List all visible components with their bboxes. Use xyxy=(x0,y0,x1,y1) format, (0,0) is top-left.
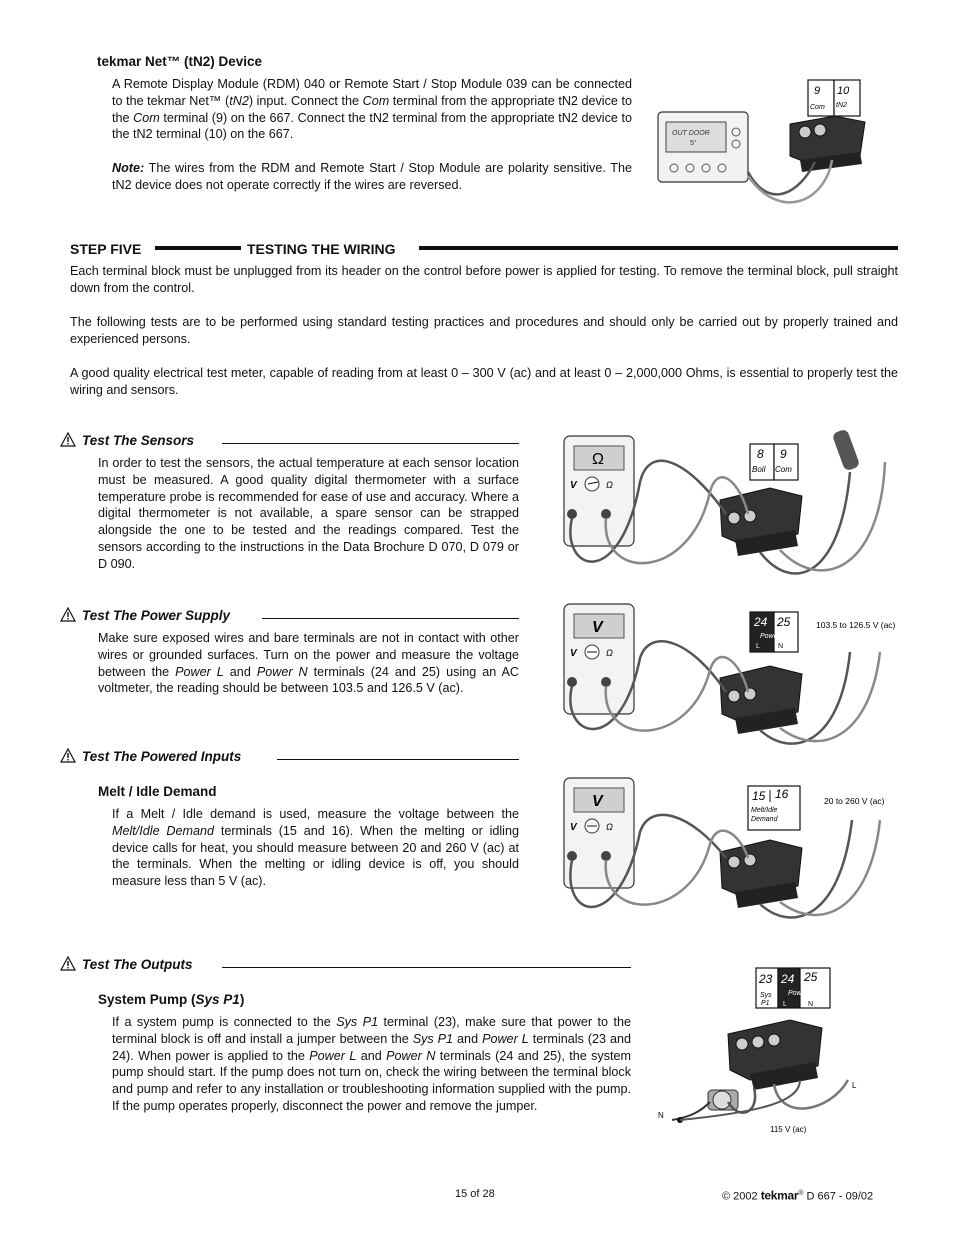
svg-text:10: 10 xyxy=(837,85,850,97)
step-five-rule-long xyxy=(419,246,898,250)
sensors-rule xyxy=(222,443,519,444)
svg-text:23: 23 xyxy=(759,972,773,986)
svg-text:V: V xyxy=(570,648,577,659)
svg-text:24: 24 xyxy=(754,615,768,629)
svg-text:103.5 to 126.5 V (ac): 103.5 to 126.5 V (ac) xyxy=(816,620,896,630)
svg-text:24: 24 xyxy=(781,972,795,986)
inputs-meter-figure xyxy=(540,772,900,932)
svg-text:Com: Com xyxy=(775,465,792,474)
svg-text:Ω: Ω xyxy=(606,648,613,658)
sensors-heading: Test The Sensors xyxy=(60,432,194,450)
svg-text:5°: 5° xyxy=(690,140,697,147)
svg-text:Com: Com xyxy=(810,104,825,111)
svg-text:16: 16 xyxy=(775,787,789,801)
sensors-meter-figure xyxy=(540,422,900,592)
sensors-text: In order to test the sensors, the actual temperature at each sensor location must be measured. A good quality digital thermometer with a surface temperature probe is recommended for ease of use and accuracy. Where a digital thermometer is not available, a spare sensor can be strapped alongside the one to be tested and the readings compared. Test the sensors according to the instructions in the Data Brochure D 070, D 079 or D 090. xyxy=(98,456,519,571)
outputs-text: If a system pump is connected to the Sys P1 terminal (23), make sure that power to the terminal block is off and install a jumper between the Sys P1 and Power L terminals (23 and 24). When power is applied to the Power L and Power N terminals (24 and 25), the system pump should start. If the pump does not turn on, check the wiring between the terminal block and pump and refer to any installation or troubleshooting information supplied with the pump. If the pump operates properly, disconnect the power and remove the jumper. xyxy=(112,1015,632,1113)
page-number: 15 of 28 xyxy=(455,1188,495,1200)
svg-text:OUT DOOR: OUT DOOR xyxy=(672,130,710,137)
svg-text:N: N xyxy=(808,1001,814,1008)
svg-text:Melt/Idle: Melt/Idle xyxy=(751,807,778,814)
svg-text:115 V (ac): 115 V (ac) xyxy=(770,1125,807,1134)
svg-text:8: 8 xyxy=(757,447,764,461)
svg-text:Power: Power xyxy=(788,990,808,997)
warning-icon xyxy=(60,748,76,763)
step-five-label: STEP FIVE xyxy=(70,241,142,257)
svg-text:Sys: Sys xyxy=(760,992,772,999)
step-five-rule-short xyxy=(155,246,241,250)
svg-text:tN2: tN2 xyxy=(836,102,847,109)
svg-text:25: 25 xyxy=(777,615,791,629)
melt-idle-heading: Melt / Idle Demand xyxy=(98,784,217,799)
power-rule xyxy=(262,618,519,619)
svg-text:V: V xyxy=(570,480,577,491)
step-five-paragraph-2: The following tests are to be performed using standard testing practices and procedures and should only be carried out by properly trained and experienced persons. xyxy=(70,315,898,346)
warning-icon xyxy=(60,432,76,447)
inputs-heading: Test The Powered Inputs xyxy=(60,748,241,766)
svg-text:L: L xyxy=(783,1001,787,1008)
svg-text:N: N xyxy=(658,1111,664,1120)
tn2-wiring-figure xyxy=(650,72,900,212)
svg-text:Demand: Demand xyxy=(751,816,778,823)
warning-icon xyxy=(60,607,76,622)
outputs-rule xyxy=(222,967,631,968)
svg-text:Ω: Ω xyxy=(592,451,604,468)
svg-text:V: V xyxy=(570,822,577,833)
power-meter-figure xyxy=(540,598,900,758)
svg-text:25: 25 xyxy=(804,970,818,984)
outputs-heading: Test The Outputs xyxy=(60,956,193,974)
svg-text:V: V xyxy=(592,793,603,810)
svg-text:N: N xyxy=(778,643,784,650)
power-heading: Test The Power Supply xyxy=(60,607,230,625)
system-pump-heading: System Pump (Sys P1) xyxy=(98,992,245,1007)
inputs-text: If a Melt / Idle demand is used, measure the voltage between the Melt/Idle Demand terminals (15 and 16). When the melting or idling device calls for heat, you should measure between 20 and 260 V (ac) at the terminals. When the melting or idling device is off, you should measure less than 5 V (ac). xyxy=(112,807,519,889)
svg-text:L: L xyxy=(756,643,760,650)
inputs-rule xyxy=(277,759,519,760)
warning-icon xyxy=(60,956,76,971)
svg-text:Ω: Ω xyxy=(606,822,613,832)
svg-text:Boil: Boil xyxy=(752,465,766,474)
svg-text:P1: P1 xyxy=(761,1000,770,1007)
power-text: Make sure exposed wires and bare terminals are not in contact with other wires or grounded surfaces. Turn on the power and measure the voltage between the Power L and Power N terminals (24 and 25) using an AC voltmeter, the reading should be between 103.5 and 126.5 V (ac). xyxy=(98,631,520,696)
svg-text:V: V xyxy=(592,619,603,636)
svg-text:Ω: Ω xyxy=(606,480,613,490)
svg-text:9: 9 xyxy=(814,85,821,97)
tn2-note: Note: The wires from the RDM and Remote Start / Stop Module are polarity sensitive. The tN2 device does not operate correctly if the wires are reversed. xyxy=(112,161,632,192)
svg-text:15: 15 xyxy=(752,789,766,803)
tekmar-logo: tekmar xyxy=(760,1188,799,1203)
step-five-title: TESTING THE WIRING xyxy=(247,241,396,257)
tn2-heading: tekmar Net™ (tN2) Device xyxy=(97,54,263,69)
outputs-pump-figure xyxy=(650,962,890,1140)
tn2-paragraph: A Remote Display Module (RDM) 040 or Remote Start / Stop Module 039 can be connected to the tekmar Net™ (tN2) input. Connect the Com terminal from the appropriate tN2 device to the Com terminal (9) on the 667. Connect the tN2 terminal from the appropriate tN2 device to the tN2 terminal (10) on the 667. xyxy=(112,77,632,142)
svg-text:Power: Power xyxy=(760,633,780,640)
svg-text:L: L xyxy=(852,1081,857,1090)
step-five-paragraph-1: Each terminal block must be unplugged from its header on the control before power is applied for testing. To remove the terminal block, pull straight down from the control. xyxy=(70,264,898,295)
svg-text:9: 9 xyxy=(780,447,787,461)
footer-copyright: © 2002 tekmar® D 667 - 09/02 xyxy=(722,1188,874,1203)
svg-text:20 to 260 V (ac): 20 to 260 V (ac) xyxy=(824,796,885,806)
step-five-paragraph-3: A good quality electrical test meter, capable of reading from at least 0 – 300 V (ac) and at least 0 – 2,000,000 Ohms, is essential to properly test the wiring and sensors. xyxy=(70,366,898,397)
